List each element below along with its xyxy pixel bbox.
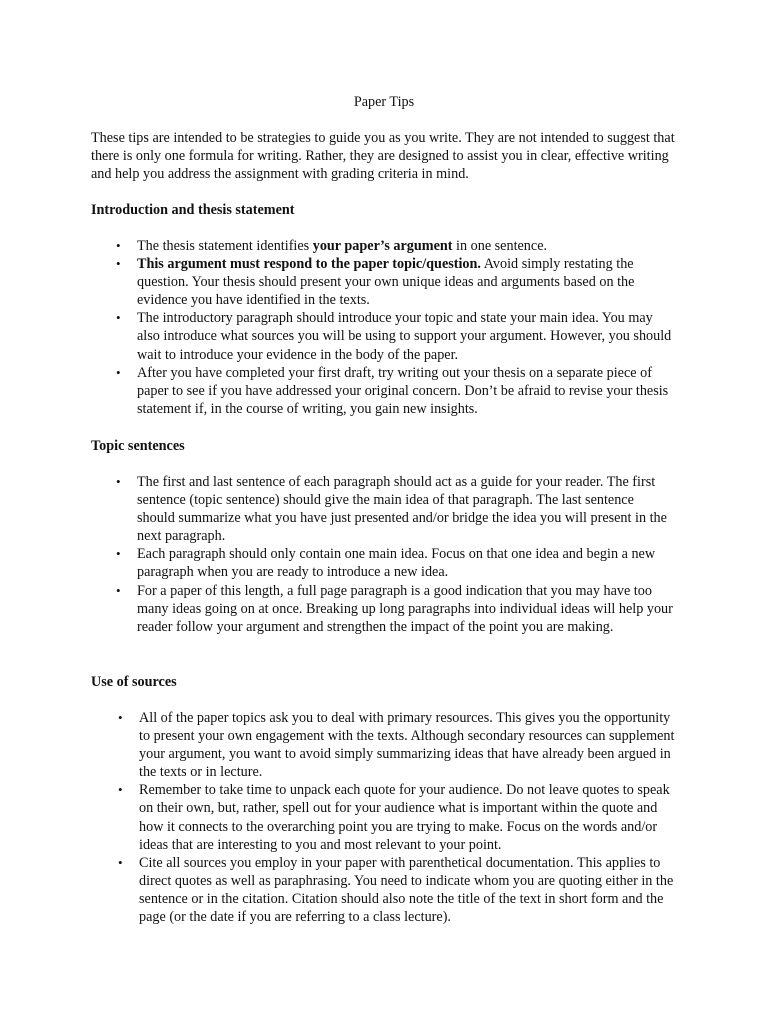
bullet-icon: • <box>116 256 121 272</box>
list-item: • The thesis statement identifies your paper’s argument in one sentence. <box>116 238 548 254</box>
list-item: • Cite all sources you employ in your paper with parenthetical documentation. This applies to direct quotes as well as paraphrasing. You need to indicate whom you are quoting either in the sentence or in the citation. Citation should also note the title of the text in short form and the page (or the date if you are referring to a class lecture). <box>118 854 674 926</box>
list-item: • The first and last sentence of each paragraph should act as a guide for your reader. The first sentence (topic sentence) should give the main idea of that paragraph. The last sentence should summarize what you have just presented and/or bridge the idea you will present in the next paragraph. <box>116 474 667 545</box>
list-item: • For a paper of this length, a full page paragraph is a good indication that you may have too many ideas going on at once. Breaking up long paragraphs into individual ideas will help your reader follow your argument and strengthen the impact of the point you are making. <box>116 582 673 635</box>
list-item: • Each paragraph should only contain one main idea. Focus on that one idea and begin a new paragraph when you are ready to introduce a new idea. <box>116 546 656 581</box>
list-item: • After you have completed your first draft, try writing out your thesis on a separate piece of paper to see if you have addressed your original concern. Don’t be afraid to revise your thesis statement if, in the course of writing, you gain new insights. <box>116 364 669 417</box>
list-item: • Remember to take time to unpack each quote for your audience. Do not leave quotes to speak on their own, but, rather, spell out for your audience what is important within the quote and how it connects to the overarching point you are trying to make. Focus on the words and/or ideas that are interesting to you and most relevant to your point. <box>118 782 670 853</box>
section-heading-topic-sentences: Topic sentences <box>91 438 185 454</box>
bullet-icon: • <box>116 582 121 598</box>
section-heading-introduction: Introduction and thesis statement <box>91 202 295 218</box>
bullet-icon: • <box>118 782 123 798</box>
intro-paragraph: These tips are intended to be strategies to guide you as you write. They are not intended to suggest that there is only one formula for writing. Rather, they are designed to assist you in clear, effective writing and help you address the assignment with grading criteria in mind. <box>91 130 675 183</box>
bullet-icon: • <box>116 474 121 489</box>
bullet-icon: • <box>116 310 121 326</box>
bullet-icon: • <box>118 710 123 725</box>
list-item: • The introductory paragraph should introduce your topic and state your main idea. You may also introduce what sources you will be using to support your argument. However, you should wait to introduce your evidence in the body of the paper. <box>116 310 672 363</box>
bullet-icon: • <box>116 238 121 253</box>
bullet-list-use-of-sources <box>118 709 678 926</box>
list-item: • All of the paper topics ask you to deal with primary resources. This gives you the opportunity to present your own engagement with the texts. Although secondary resources can supplement your argument, you want to avoid simply summarizing ideas that have already been argued in the texts or in lecture. <box>118 710 675 781</box>
section-heading-use-of-sources: Use of sources <box>91 674 177 690</box>
bullet-icon: • <box>116 364 121 380</box>
bullet-icon: • <box>118 854 123 870</box>
bullet-list-topic-sentences <box>116 473 673 636</box>
page-title: Paper Tips <box>353 94 415 110</box>
bullet-icon: • <box>116 546 121 562</box>
list-item: • This argument must respond to the paper topic/question. Avoid simply restating the question. Your thesis should present your own unique ideas and arguments based on the evidence you have identified in the texts. <box>116 256 635 309</box>
bullet-list-introduction <box>116 237 673 418</box>
